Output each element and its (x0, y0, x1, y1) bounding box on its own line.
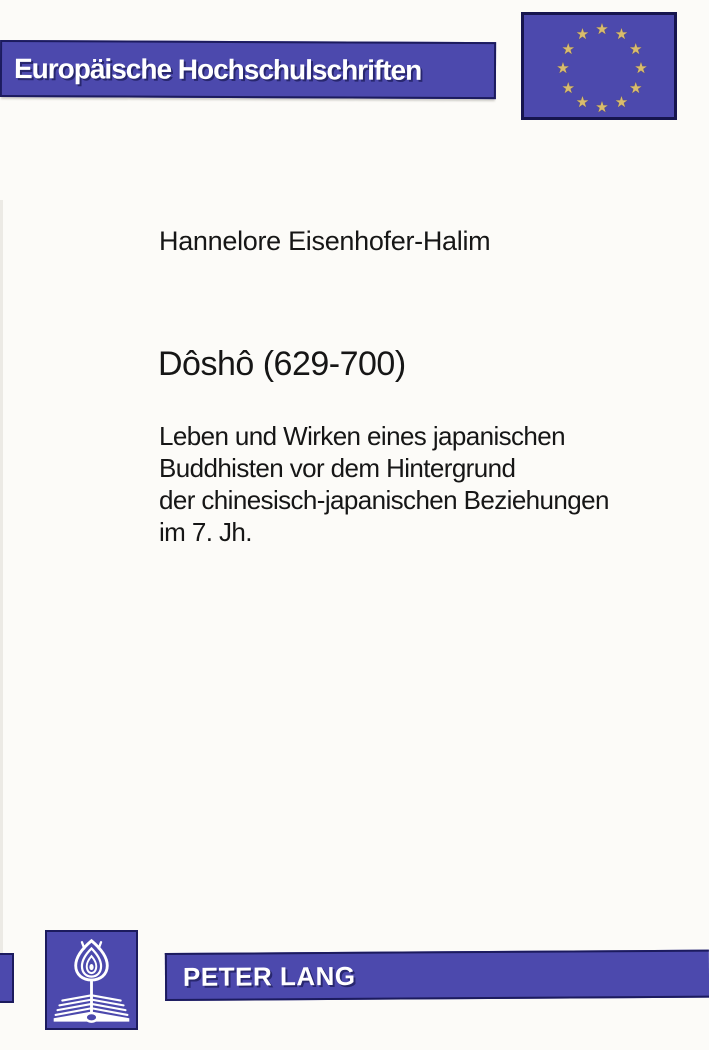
eu-star-icon: ★ (595, 99, 609, 117)
eu-star-icon: ★ (629, 79, 643, 97)
spine-edge-fragment (0, 953, 14, 1003)
book-subtitle (159, 420, 609, 548)
eu-star-icon: ★ (556, 60, 570, 78)
eu-star-icon: ★ (561, 79, 575, 97)
eu-star-icon: ★ (614, 26, 629, 44)
eu-flag-stars (524, 15, 674, 117)
publisher-banner-label: PETER LANG (182, 960, 356, 992)
subtitle-line: Leben und Wirken eines japanischen (159, 421, 565, 451)
publisher-logo (45, 930, 138, 1030)
subtitle-line: Buddhisten vor dem Hintergrund (159, 453, 516, 483)
eu-star-icon: ★ (634, 60, 648, 78)
eu-star-icon: ★ (575, 26, 590, 44)
book-title: Dôshô (629-700) (158, 345, 406, 383)
publisher-banner (165, 950, 709, 1001)
eu-star-icon: ★ (595, 21, 609, 39)
subtitle-line: im 7. Jh. (159, 517, 252, 547)
eu-star-icon: ★ (575, 93, 590, 111)
eu-star-icon: ★ (561, 40, 575, 58)
eu-flag (521, 12, 677, 120)
subtitle-line: der chinesisch-japanischen Beziehungen (159, 485, 609, 515)
scan-edge-artifact (0, 200, 3, 1000)
book-and-tulip-icon (47, 932, 136, 1028)
series-banner (0, 40, 496, 99)
series-banner-label: Europäische Hochschulschriften (13, 52, 422, 86)
author-name: Hannelore Eisenhofer-Halim (159, 226, 491, 256)
eu-star-icon: ★ (614, 93, 629, 111)
eu-star-icon: ★ (629, 40, 643, 58)
